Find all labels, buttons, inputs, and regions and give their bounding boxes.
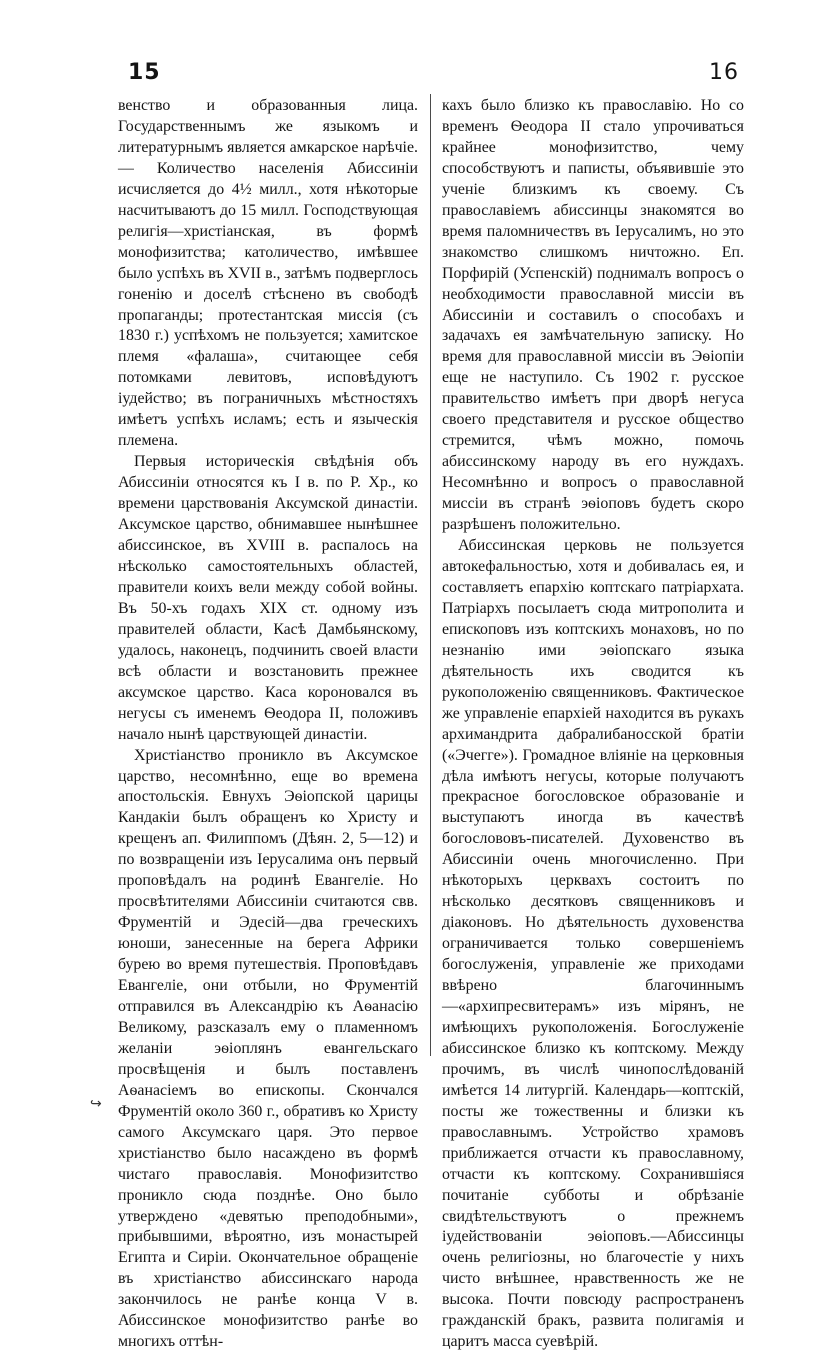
paragraph: кахъ было близко къ православію. Но со временъ Ѳеодора II стало упрочиваться крайнее монофизитство, чему способствуютъ и паписты, объявившіе это ученіе близкимъ къ своему. Съ православіемъ абиссинцы знакомятся во время паломничествъ въ Іерусалимъ, но это знакомство слишкомъ ничтожно. Еп. Порфирій (Успенскій) поднималъ вопросъ о необходимости православной миссіи въ Абиссиніи и составилъ о способахъ и задачахъ ея замѣчательную записку. Но время для православной миссіи въ Эѳіопіи еще не наступило. Съ 1902 г. русское правительство имѣетъ при дворѣ негуса своего представителя и русское общество стремится, чѣмъ можно, помочь абиссинскому народу въ его нуждахъ. Несомнѣнно и вопросъ о православной миссіи въ странѣ эѳіоповъ будетъ скоро разрѣшенъ положительно. [442,97,744,534]
page-number-right: 16 [709,60,739,85]
column-divider [430,94,431,1056]
page-number-left: 15 [128,60,161,85]
paragraph: Первыя историческія свѣдѣнія объ Абиссиніи относятся къ I в. по Р. Хр., ко времени царствованія Аксумской династіи. Аксумское царство, обнимавшее нынѣшнее абиссинское, въ XVIII в. распалось на нѣсколько самостоятельныхъ областей, правители коихъ вели между собой войны. Въ 50-хъ годахъ XIX ст. одному изъ правителей области, Касѣ Дамбьянскому, удалось, наконецъ, подчинить своей власти всѣ области и возстановить прежнее аксумское царство. Каса короновался въ негусы съ именемъ Ѳеодора II, положивъ начало нынѣ царствующей династіи. [118,453,418,743]
paragraph: венство и образованныя лица. Государственнымъ же языкомъ и литературнымъ является амкарское нарѣчіе. — Количество населенія Абиссиніи исчисляется до 4½ милл., хотя нѣкоторые насчитываютъ до 15 милл. Господствующая религія—христіанская, въ формѣ монофизитства; католичество, имѣвшее было успѣхъ въ XVII в., затѣмъ подверглось гоненію и доселѣ стѣснено въ свободѣ пропаганды; протестантская миссія (съ 1830 г.) успѣхомъ не пользуется; хамитское племя «фалаша», считающее себя потомками левитовъ, исповѣдуютъ іудейство; въ пограничныхъ мѣстностяхъ имѣетъ успѣхъ исламъ; есть и языческія племена. [118,97,418,450]
margin-mark: ↪ [90,1096,102,1112]
text-column-left [118,96,418,1353]
text-column-right [442,96,744,1353]
paragraph: Христіанство проникло въ Аксумское царство, несомнѣнно, еще во времена апостольскія. Евнухъ Эѳіопской царицы Кандакіи былъ обращенъ ко Христу и крещенъ ап. Филиппомъ (Дѣян. 2, 5—12) и по возвращеніи изъ Іерусалима онъ первый проповѣдалъ на родинѣ Евангеліе. Но просвѣтителями Абиссиніи считаются свв. Фрументій и Эдесій—два греческихъ юноши, занесенные на берега Африки бурею во время путешествія. Проповѣдавъ Евангеліе, они отбыли, но Фрументій отправился въ Александрію къ Аѳанасію Великому, разсказалъ ему о пламенномъ желаніи эѳіоплянъ евангельскаго просвѣщенія и былъ поставленъ Аѳанасіемъ во епископы. Скончался Фрументій около 360 г., обративъ ко Христу самого Аксумскаго царя. Это первое христіанство было насаждено въ формѣ чистаго православія. Монофизитство проникло сюда позднѣе. Оно было утверждено «девятью преподобными», прибывшими, вѣроятно, изъ монастырей Египта и Сиріи. Окончательное обращеніе въ христіанство абиссинскаго народа закончилось не ранѣе конца V в. Абиссинское монофизитство ранѣе во многихъ оттѣн- [118,746,418,1351]
paragraph: Абиссинская церковь не пользуется автокефальностью, хотя и добивалась ея, и составляетъ епархію коптскаго патріархата. Патріархъ посылаетъ сюда митрополита и епископовъ изъ коптскихъ монаховъ, но по незнанію ими эѳіопскаго языка дѣятельность ихъ сводится къ рукоположенію священниковъ. Фактическое же управленіе епархіей находится въ рукахъ архимандрита дабралибаносской братіи («Эчегге»). Громадное вліяніе на церковныя дѣла имѣютъ негусы, которые получаютъ прекрасное богословское образованіе и выступаютъ иногда въ качествѣ богослововъ-писателей. Духовенство въ Абиссиніи очень многочисленно. При нѣкоторыхъ церквахъ состоитъ по нѣсколько десятковъ священниковъ и діаконовъ. Но дѣятельность духовенства ограничивается только совершеніемъ богослуженія, управленіе же приходами ввѣрено благочиннымъ—«архипресвитерамъ» изъ мірянъ, не имѣющихъ рукоположенія. Богослуженіе абиссинское близко къ коптскому. Между прочимъ, въ числѣ чинопослѣдованій имѣется 14 литургій. Календарь—коптскій, посты же тожественны и близки къ православнымъ. Устройство храмовъ приближается отчасти къ православному, отчасти къ коптскому. Сохранившіяся почитаніе субботы и обрѣзаніе свидѣтельствуютъ о прежнемъ іудействованіи эѳіоповъ.—Абиссинцы очень религіозны, но благочестіе у нихъ чисто внѣшнее, нравственность же не высока. Почти повсюду распространенъ гражданскій бракъ, развита полигамія и царитъ масса суевѣрій. [442,537,744,1351]
